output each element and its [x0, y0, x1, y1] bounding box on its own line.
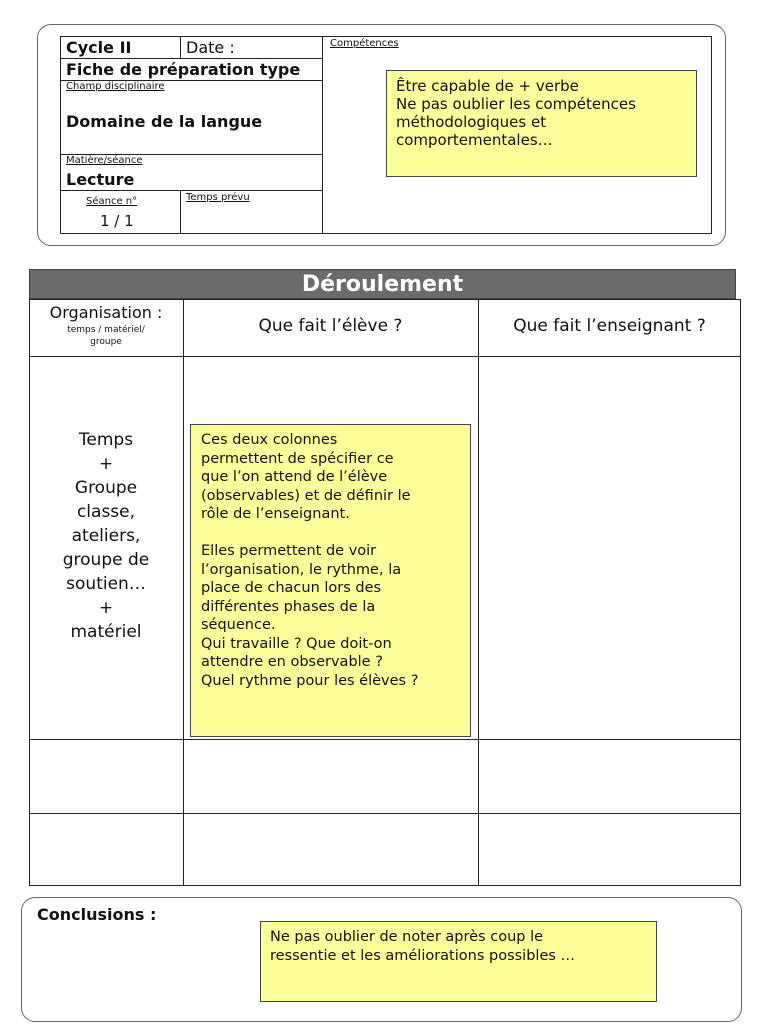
- deroulement-title: Déroulement: [29, 269, 736, 299]
- organisation-line: matériel: [70, 622, 142, 642]
- matiere-value: Lecture: [66, 170, 135, 189]
- note-line: comportementales…: [396, 131, 553, 149]
- note-line: [201, 524, 460, 543]
- table-row-divider-2: [29, 739, 741, 740]
- note-line: attendre en observable ?: [201, 654, 383, 670]
- conclusions-label: Conclusions :: [37, 905, 157, 924]
- note-line: Être capable de + verbe: [396, 77, 579, 95]
- seance-value: 1 / 1: [100, 212, 134, 230]
- note-line: Ne pas oublier de noter après coup le: [270, 929, 544, 945]
- domaine-value: Domaine de la langue: [66, 112, 263, 131]
- note-line: Quel rythme pour les élèves ?: [201, 672, 419, 689]
- seance-temps-divider: [180, 190, 181, 234]
- note-line: (observables) et de définir le: [201, 487, 411, 504]
- subtitle-line: temps / matériel/: [67, 325, 145, 335]
- note-line: place de chacun lors des: [201, 580, 382, 596]
- organisation-line: Temps: [78, 430, 134, 450]
- conclusions-note: [260, 921, 657, 1002]
- col-organisation-subtitle: [29, 324, 183, 348]
- table-row-divider-1: [29, 356, 741, 357]
- cycle-label: Cycle II: [66, 38, 132, 57]
- col-enseignant-title: Que fait l’enseignant ?: [513, 316, 706, 336]
- fiche-title: Fiche de préparation type: [66, 60, 301, 79]
- note-line: séquence.: [201, 617, 276, 633]
- organisation-line: groupe de: [62, 550, 150, 570]
- matiere-label: Matière/séance: [66, 155, 143, 166]
- organisation-line: Groupe: [74, 478, 138, 498]
- note-line: que l’on attend de l’élève: [201, 469, 388, 485]
- seance-label: Séance n°: [86, 196, 138, 207]
- column-divider-1: [183, 299, 184, 886]
- note-line: Qui travaille ? Que doit-on: [201, 635, 392, 652]
- organisation-line: ateliers,: [71, 526, 141, 546]
- competences-label: Compétences: [330, 38, 399, 49]
- organisation-line: classe,: [76, 502, 136, 522]
- note-line: méthodologiques et: [396, 113, 547, 131]
- organisation-line: soutien…: [66, 574, 146, 594]
- column-divider-2: [478, 299, 479, 886]
- note-line: ressentie et les améliorations possibles …: [270, 948, 576, 964]
- competences-note: [386, 70, 697, 177]
- header-divider-vertical: [322, 36, 323, 234]
- organisation-content: [29, 428, 183, 644]
- col-eleve-title: Que fait l’élève ?: [258, 316, 403, 336]
- note-line: Elles permettent de voir: [201, 543, 377, 559]
- organisation-line: +: [98, 454, 114, 474]
- table-row-divider-3: [29, 813, 741, 814]
- note-line: permettent de spécifier ce: [201, 450, 394, 467]
- note-line: l’organisation, le rythme, la: [201, 561, 402, 578]
- note-line: Ces deux colonnes: [201, 432, 338, 448]
- cycle-date-divider: [180, 36, 181, 58]
- note-line: Ne pas oublier les compétences: [396, 95, 636, 113]
- date-label: Date :: [186, 38, 235, 57]
- row-divider-1: [60, 58, 322, 59]
- columns-explanation-note: [190, 424, 471, 737]
- row-divider-4: [60, 190, 322, 191]
- subtitle-line: groupe: [90, 337, 122, 347]
- organisation-line: +: [98, 598, 114, 618]
- col-organisation-title: Organisation :: [49, 303, 163, 322]
- note-line: rôle de l’enseignant.: [201, 506, 350, 522]
- temps-prevu-label: Temps prévu: [186, 192, 250, 203]
- champ-label: Champ disciplinaire: [66, 81, 165, 92]
- note-line: différentes phases de la: [201, 598, 376, 615]
